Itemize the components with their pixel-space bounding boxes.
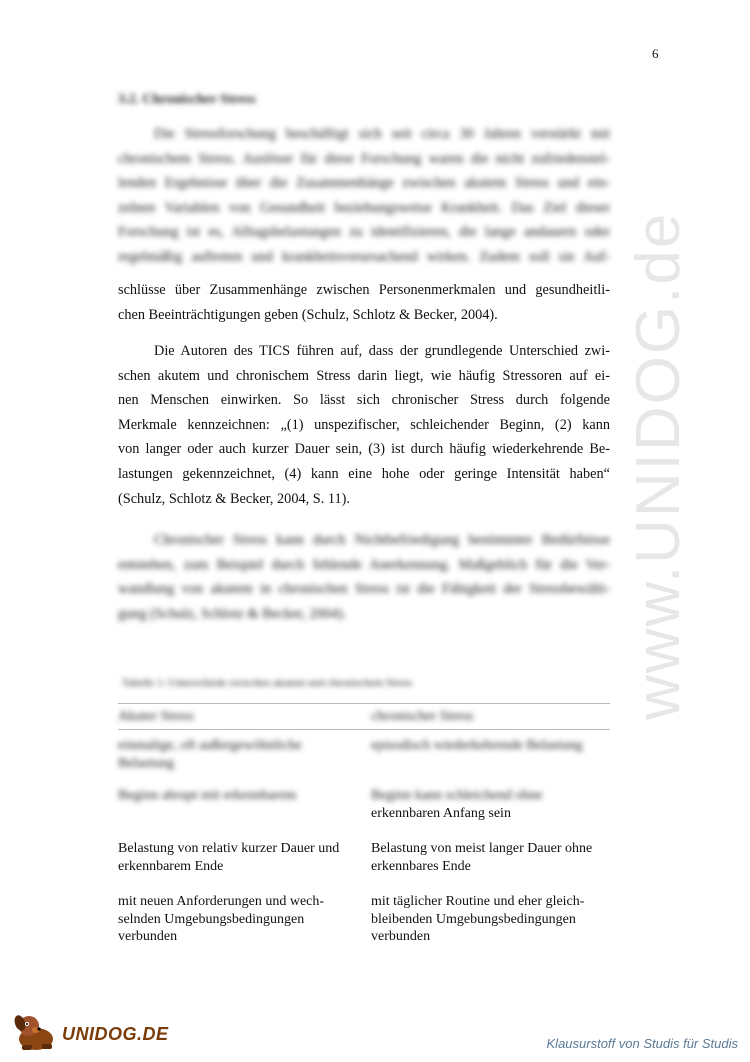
table-cell: Belastung von meist langer Dauer ohne erkennbares Ende (371, 841, 593, 874)
text-line: von langer oder auch kurzer Dauer sein, (3) ist durch häufig wiederkehrende Be- (118, 441, 610, 458)
table-cell: Beginn abrupt mit erkennbarem (118, 788, 297, 803)
text-line: Forschung ist es, Alltagsbelastungen zu identifizieren, die lange andauern oder (118, 224, 610, 241)
text-line: zelnen Variablen von Gesundheit beziehungsweise Krankheit. Das Ziel dieser (118, 199, 610, 216)
text-line: wandlung von akutem in chronischen Stress ist die Fähigkeit der Stressbewälti- (118, 581, 610, 598)
table-cell: Belastung von relativ kurzer Dauer und erkennbarem Ende (118, 841, 340, 874)
table-header-chronisch: chronischer Stress (371, 709, 474, 724)
text-line: Die Autoren des TICS führen auf, dass der grundlegende Unterschied zwi- (154, 343, 610, 359)
paragraph-1-blurred (118, 122, 610, 270)
text-line: schen akutem und chronischem Stress darin liegt, wie häufig Stressoren auf ei- (118, 367, 610, 384)
table-cell: Beginn kann schleichend ohne (371, 788, 543, 803)
text-line: gung (Schulz, Schlotz & Becker, 2004). (118, 605, 347, 622)
page-number: 6 (652, 46, 659, 61)
dog-mascot-icon (13, 1014, 53, 1050)
table-header-rule (118, 729, 610, 730)
watermark-text: www.UNIDOG.de (624, 211, 693, 720)
table-cell: erkennbaren Anfang sein (371, 806, 511, 821)
table-header-akut: Akuter Stress (118, 709, 194, 724)
text-line: Die Stressforschung beschäftigt sich seit circa 30 Jahren verstärkt mit (154, 126, 610, 142)
text-line: (Schulz, Schlotz & Becker, 2004, S. 11). (118, 490, 350, 507)
footer-slogan: Klausurstoff von Studis für Studis (546, 1036, 738, 1051)
logo-text: UNIDOG.DE (62, 1024, 169, 1044)
paragraph-2 (118, 339, 610, 511)
table-cell: einmalige, oft außergewöhnliche Belastung (118, 738, 302, 771)
table-cell: episodisch wiederkehrende Belastung (371, 738, 583, 753)
table-top-rule (118, 703, 610, 704)
text-line: Chronischer Stress kann durch Nichtbefriedigung bestimmter Bedürfnisse (154, 532, 610, 548)
table-caption: Tabelle 1: Unterschiede zwischen akutem und chronischem Stress (122, 677, 413, 689)
section-heading: 3.2. Chronischer Stress (118, 92, 256, 107)
text-line: lastungen gekennzeichnet, (4) kann eine hohe oder geringe Intensität haben“ (118, 465, 610, 482)
text-line: chronischem Stress. Auslöser für diese Forschung waren die nicht zufriedenstel- (118, 150, 610, 167)
text-line: Merkmale kennzeichnen: „(1) unspezifischer, schleichender Beginn, (2) kann (118, 416, 610, 433)
table-cell: mit neuen Anforderungen und wech-selnden Umgebungsbedingungen verbunden (118, 894, 325, 944)
text-line: lenden Ergebnisse über die Zusammenhänge zwischen akutem Stress und ein- (118, 175, 610, 192)
text-line: chen Beeinträchtigungen geben (Schulz, Schlotz & Becker, 2004). (118, 306, 498, 323)
text-line: entstehen, zum Beispiel durch fehlende Anerkennung. Maßgeblich für die Ver- (118, 556, 610, 573)
paragraph-3-blurred (118, 528, 610, 626)
table-cell: mit täglicher Routine und eher gleich-bleibenden Umgebungsbedingungen verbunden (371, 894, 585, 944)
paragraph-1-visible (118, 278, 610, 327)
text-line: nen Menschen einwirken. So lässt sich chronischer Stress durch folgende (118, 392, 610, 409)
text-line: regelmäßig auftreten und krankheitsverursachend wirken. Zudem soll sie Auf- (118, 248, 610, 265)
text-line: schlüsse über Zusammenhänge zwischen Personenmerkmalen und gesundheitli- (118, 282, 610, 298)
